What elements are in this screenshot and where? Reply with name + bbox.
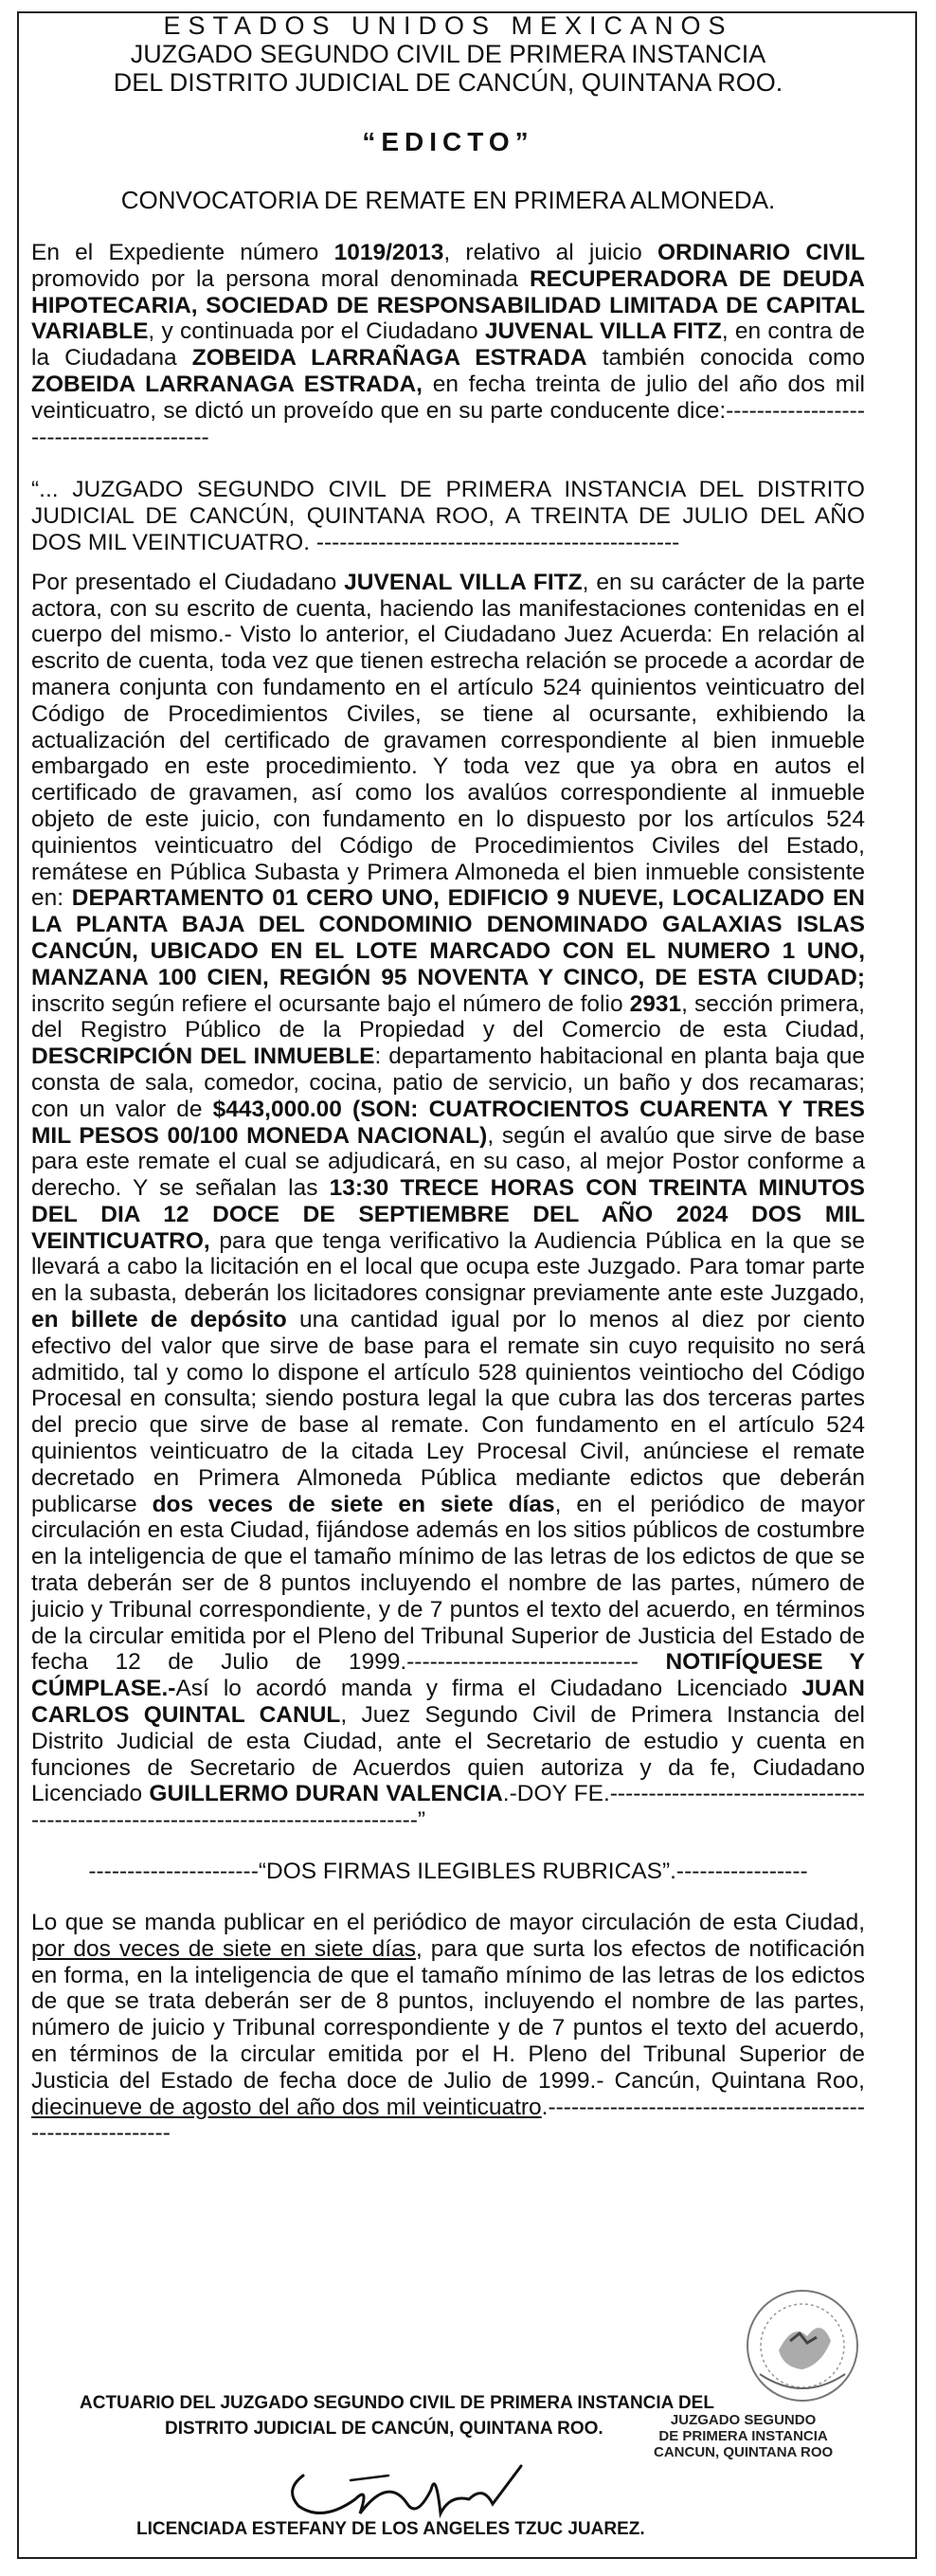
paragraph-publication: [31, 1910, 865, 2147]
text: , relativo al juicio: [443, 240, 657, 265]
paragraph-intro: [31, 240, 865, 450]
text: promovido por la persona moral denominada: [31, 265, 530, 292]
text: inscrito según refiere el ocursante bajo el número de folio: [31, 990, 630, 1017]
property-description: DEPARTAMENTO 01 CERO UNO, EDIFICIO 9 NUEVE, LOCALIZADO EN LA PLANTA BAJA DEL CONDOMINIO DENOMINADO GALAXIAS ISLAS CANCÚN, UBICADO EN EL LOTE MARCADO CON EL NUMERO 1 UNO, MANZANA 100 CIEN, REGIÓN 95 NOVENTA Y CINCO, DE ESTA CIUDAD;: [31, 885, 865, 990]
court-seal-icon: [703, 2284, 902, 2407]
continuer-name: JUVENAL VILLA FITZ: [484, 318, 722, 345]
property-heading: DESCRIPCIÓN DEL INMUEBLE: [31, 1043, 375, 1070]
actuario-line-1: ACTUARIO DEL JUZGADO SEGUNDO CIVIL DE PRIMERA INSTANCIA DEL: [80, 2393, 714, 2413]
publication-date-underlined: diecinueve de agosto del año dos mil veinticuatro: [31, 2094, 542, 2120]
judge-name: JUAN CARLOS QUINTAL CANUL: [31, 1676, 865, 1729]
folio-number: 2931: [629, 990, 682, 1017]
text: , sección primera, del Registro Público de la Propiedad y del Comercio de esta Ciudad,: [31, 990, 865, 1043]
text: en fecha treinta de julio del año dos mil veinticuatro, se dictó un proveído que en su parte conducente dice:-----------------------------------------: [31, 371, 865, 450]
case-number: 1019/2013: [333, 240, 444, 265]
text: Por presentado el Ciudadano: [31, 569, 345, 595]
trial-type: ORDINARIO CIVIL: [657, 240, 865, 265]
text: para que tenga verificativo la Audiencia Pública en la que se llevará a cabo la licitación en el local que ocupa este Juzgado. Para tomar parte en la subasta, deberán los licitadores consignar previamente ante este Juzgado,: [31, 1227, 865, 1307]
document-subtitle: CONVOCATORIA DE REMATE EN PRIMERA ALMONEDA.: [120, 186, 776, 214]
header-country: ESTADOS UNIDOS MEXICANOS: [163, 11, 733, 40]
text: una cantidad igual por lo menos al diez por ciento efectivo del valor que sirve de base para el remate sin cuyo requisito no será admitido, tal y como lo dispone el artículo 528 quinientos veintiocho del Código Procesal en consulta; siendo postura legal la que cubra las dos terceras partes del precio que sirve de base al remate. Con fundamento en el artículo 524 quinientos veinticuatro de la citada Ley Procesal Civil, anúnciese el remate decretado en Primera Almoneda Pública mediante edictos que deberán publicarse: [31, 1307, 865, 1517]
paragraph-ruling: [31, 570, 865, 1834]
header-court: JUZGADO SEGUNDO CIVIL DE PRIMERA INSTANCIA: [130, 40, 766, 68]
stamp-line: JUZGADO SEGUNDO: [670, 2412, 817, 2428]
defendant-name: ZOBEIDA LARRAÑAGA ESTRADA: [191, 345, 587, 372]
text: , Juez Segundo Civil de Primera Instancia del Distrito Judicial de esta Ciudad, ante el Secretario de estudio y cuenta en funciones de Secretario de Acuerdos quien autoriza y da fe, Ciudadano Licenciado: [31, 1702, 865, 1807]
licenciada-name: LICENCIADA ESTEFANY DE LOS ANGELES TZUC JUAREZ.: [136, 2519, 645, 2539]
actuario-line-2: DISTRITO JUDICIAL DE CANCÚN, QUINTANA ROO.: [165, 2419, 603, 2439]
party-name: JUVENAL VILLA FITZ: [344, 569, 583, 595]
stamp-line: CANCUN, QUINTANA ROO: [654, 2444, 834, 2460]
edict-document: [31, 11, 865, 2147]
header-district: DEL DISTRITO JUDICIAL DE CANCÚN, QUINTANA ROO.: [113, 68, 783, 97]
court-stamp: [654, 2412, 833, 2460]
text: , en el periódico de mayor circulación en esta Ciudad, fijándose además en los sitios públicos de costumbre en la inteligencia de que el tamaño mínimo de las letras de los edictos de que se trata deberán ser de 8 puntos incluyendo el nombre de las partes, número de juicio y Tribunal correspondiente, y de 7 puntos el texto del acuerdo, en términos de la circular emitida por el Pleno del Tribunal Superior de Justicia del Estado de fecha 12 de Julio de 1999.------------------------------: [31, 1491, 866, 1676]
text: En el Expediente número: [31, 240, 334, 265]
publication-frequency-underlined: por dos veces de siete en siete días: [31, 1935, 416, 1962]
secretary-name: GUILLERMO DURAN VALENCIA: [149, 1781, 503, 1807]
publication-frequency: dos veces de siete en siete días: [152, 1491, 555, 1517]
text: .-DOY FE.-----------------------------------------------------------------------------------”: [31, 1781, 865, 1834]
text: Lo que se manda publicar en el periódico de mayor circulación de esta Ciudad,: [31, 1910, 865, 1936]
text: , en su carácter de la parte actora, con su escrito de cuenta, haciendo las manifestaciones contenidas en el cuerpo del mismo.- Visto lo anterior, el Ciudadano Juez Acuerda: En relación al escrito de cuenta, toda vez que tienen estrecha relación se procede a acordar de manera conjunta con fundamento en el artículo 524 quinientos veinticuatro del Código de Procedimientos Civiles, se tiene al ocursante, exhibiendo la actualización del certificado de gravamen correspondiente al bien inmueble embargado en este procedimiento. Y toda vez que ya obra en autos el certificado de gravamen, así como los avalúos correspondiente al inmueble objeto de este juicio, con fundamento en lo dispuesto por los artículos 524 quinientos veinticuatro del Código de Procedimientos Civiles del Estado, remátese en Pública Subasta y Primera Almoneda el bien inmueble consistente en:: [31, 569, 865, 912]
text: también conocida como: [586, 345, 866, 372]
plaintiff-name: RECUPERADORA DE DEUDA HIPOTECARIA, SOCIEDAD DE RESPONSABILIDAD LIMITADA DE CAPITAL VARIABLE: [31, 265, 865, 345]
deposit-type: en billete de depósito: [31, 1307, 287, 1333]
text: , y continuada por el Ciudadano: [148, 318, 485, 345]
stamp-line: DE PRIMERA INSTANCIA: [658, 2428, 828, 2444]
text: Así lo acordó manda y firma el Ciudadano Licenciado: [175, 1676, 802, 1702]
auction-date: 13:30 TRECE HORAS CON TREINTA MINUTOS DEL DIA 12 DOCE DE SEPTIEMBRE DEL AÑO 2024 DOS MIL VEINTICUATRO,: [31, 1175, 865, 1254]
property-value: $443,000.00 (SON: CUATROCIENTOS CUARENTA Y TRES MIL PESOS 00/100 MONEDA NACIONAL): [31, 1096, 865, 1149]
notify-heading: NOTIFÍQUESE Y CÚMPLASE.-: [31, 1649, 865, 1702]
defendant-alias: ZOBEIDA LARRANAGA ESTRADA,: [31, 371, 423, 397]
document-title: “EDICTO”: [362, 127, 534, 156]
signatures-note: ----------------------“DOS FIRMAS ILEGIBLES RUBRICAS”.-----------------: [88, 1859, 808, 1885]
text: .-----------------------------------------------------------: [31, 2094, 865, 2147]
text: , según el avalúo que sirve de base para este remate el cual se adjudicará, en su caso, al mejor Postor conforme a derecho. Y se señalan las: [31, 1122, 865, 1202]
text: : departamento habitacional en planta baja que consta de sala, comedor, cocina, patio de servicio, un baño y dos recamaras; con un valor de: [31, 1043, 865, 1122]
text: , para que surta los efectos de notificación en forma, en la inteligencia de que el tamaño mínimo de las letras de los edictos de que se trata deberán ser de 8 puntos, incluyendo el nombre de las partes, número de juicio y Tribunal correspondiente y de 7 puntos el texto del acuerdo, en términos de la circular emitida por el H. Pleno del Tribunal Superior de Justicia del Estado de fecha doce de Julio de 1999.- Cancún, Quintana Roo,: [31, 1935, 865, 2094]
paragraph-court-heading: “... JUZGADO SEGUNDO CIVIL DE PRIMERA INSTANCIA DEL DISTRITO JUDICIAL DE CANCÚN, QUINTANA ROO, A TREINTA DE JULIO DEL AÑO DOS MIL VEINTICUATRO. -----------------------------------------------: [31, 477, 865, 555]
text: , en contra de la Ciudadana: [31, 318, 865, 372]
